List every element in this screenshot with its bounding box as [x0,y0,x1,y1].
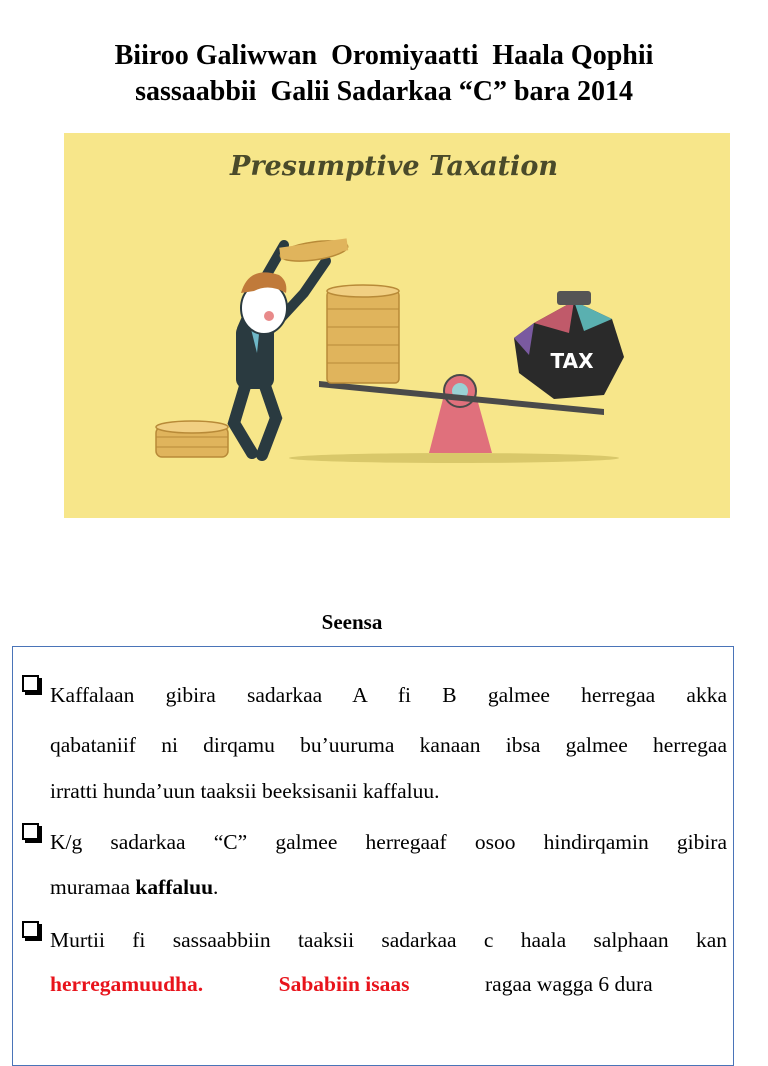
title-line-1: Biiroo Galiwwan Oromiyaatti Haala Qophii [114,40,654,71]
section-heading-seensa: Seensa [321,610,383,634]
bullet-1-line-3: irratti hunda’uun taaksii beeksisanii kaffaluu. [50,779,440,803]
bullet-2-line-1: K/g sadarkaa “C” galmee herregaaf osoo hindirqamin gibira [50,830,727,854]
title-line-2: sassaabbii Galii Sadarkaa “C” bara 2014 [135,76,633,107]
bullet-3-red-text-1: herregamuudha. [50,972,204,996]
tax-weight-label: TAX [550,349,594,373]
bullet-3-line-2-post: ragaa wagga 6 dura [485,972,653,996]
ground-coin-stack-icon [156,421,228,457]
bullet-2-line-2-pre: muramaa [50,875,136,899]
checkbox-icon [22,675,39,692]
bullet-2-line-2-post: . [213,875,219,899]
bullet-1-line-2: qabataniif ni dirqamu bu’uuruma kanaan ibsa galmee herregaa [50,733,727,757]
checkbox-icon [22,921,39,938]
presumptive-taxation-illustration [64,133,730,518]
bullet-2-bold-word: kaffaluu [135,875,214,899]
checkbox-icon [22,823,39,840]
bullet-2-line-2 [50,873,727,901]
bullet-3-red-text-2: Sababiin isaas [278,972,410,996]
bullet-1-line-1: Kaffalaan gibira sadarkaa A fi B galmee herregaa akka [50,683,727,707]
beam-coin-stack-icon [327,285,399,383]
bullet-3-line-2 [50,970,727,998]
illustration-heading: Presumptive Taxation [230,151,558,182]
bullet-3-line-1: Murtii fi sassaabbiin taaksii sadarkaa c haala salphaan kan [50,928,727,952]
introduction-box [12,646,734,1066]
page-title [0,38,768,110]
ground-shadow [289,453,619,463]
